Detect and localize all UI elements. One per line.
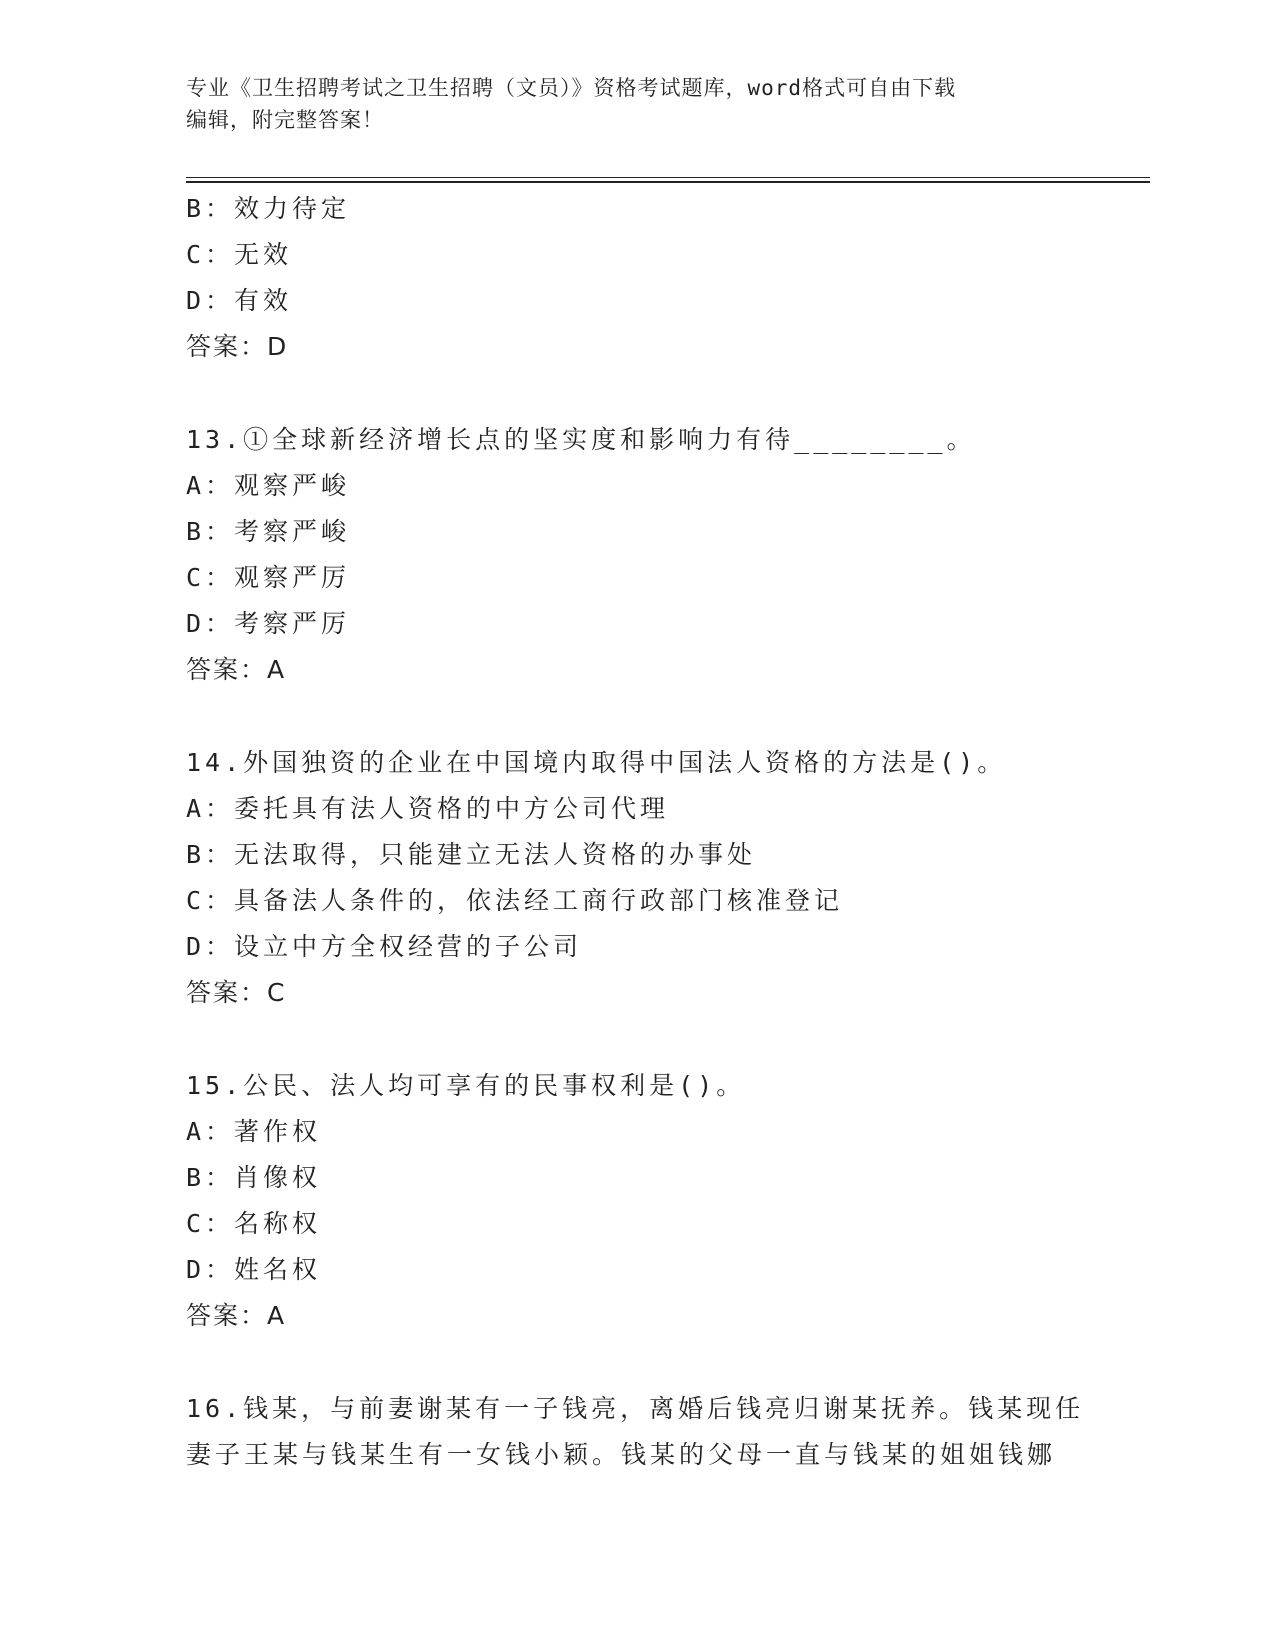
header-divider-thin [186, 177, 1150, 178]
document-header [186, 72, 1086, 136]
option-b: B：肖像权 [186, 1163, 322, 1192]
question-stem: 13.①全球新经济增长点的坚实度和影响力有待________。 [186, 425, 976, 454]
document-body [186, 186, 1086, 1478]
option-b: B：考察严峻 [186, 517, 351, 546]
question-stem: 15.公民、法人均可享有的民事权利是()。 [186, 1071, 746, 1100]
option-a: A：委托具有法人资格的中方公司代理 [186, 794, 670, 823]
question-12-continued [186, 186, 1086, 370]
question-14 [186, 740, 1086, 1016]
option-a: A：著作权 [186, 1117, 322, 1146]
question-stem-line-2: 妻子王某与钱某生有一女钱小颖。钱某的父母一直与钱某的姐姐钱娜 [186, 1440, 1057, 1469]
option-c: C：具备法人条件的，依法经工商行政部门核准登记 [186, 886, 844, 915]
question-15 [186, 1063, 1086, 1339]
option-c: C：名称权 [186, 1209, 322, 1238]
answer-line: 答案：D [186, 332, 289, 361]
option-d: D：设立中方全权经营的子公司 [186, 932, 583, 961]
option-d: D：考察严厉 [186, 609, 351, 638]
answer-line: 答案：A [186, 1301, 287, 1330]
question-16 [186, 1386, 1086, 1478]
answer-line: 答案：C [186, 978, 287, 1007]
header-divider-thick [186, 181, 1150, 183]
option-d: D：姓名权 [186, 1255, 322, 1284]
answer-line: 答案：A [186, 655, 287, 684]
option-d: D：有效 [186, 286, 293, 315]
header-line-2: 编辑，附完整答案！ [186, 108, 384, 132]
question-13 [186, 417, 1086, 693]
option-b: B：无法取得，只能建立无法人资格的办事处 [186, 840, 757, 869]
option-c: C：观察严厉 [186, 563, 351, 592]
header-line-1: 专业《卫生招聘考试之卫生招聘（文员）》资格考试题库，word格式可自由下载 [186, 76, 957, 100]
option-a: A：观察严峻 [186, 471, 351, 500]
question-stem-line-1: 16.钱某，与前妻谢某有一子钱亮，离婚后钱亮归谢某抚养。钱某现任 [186, 1394, 1085, 1423]
option-c: C：无效 [186, 240, 293, 269]
question-stem: 14.外国独资的企业在中国境内取得中国法人资格的方法是()。 [186, 748, 1007, 777]
option-b: B：效力待定 [186, 194, 351, 223]
